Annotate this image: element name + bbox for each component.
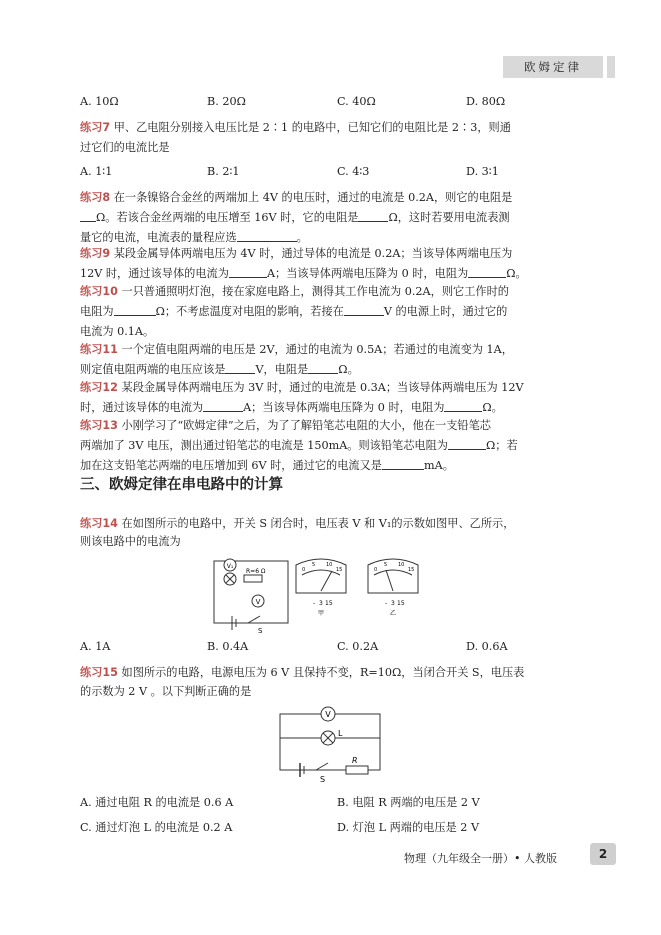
section-title: 三、欧姆定律在串电路中的计算 (80, 477, 283, 493)
option-a: A. 1∶1 (80, 165, 113, 178)
text-segment: Ω。若该合金丝两端的电压增至 16V 时，它的电阻是 (96, 211, 359, 224)
question-text: 某段金属导体两端电压为 4V 时，通过导体的电流是 0.2A；当该导体两端电压为 (113, 247, 513, 260)
switch (248, 616, 260, 623)
scale-label: 10 (326, 562, 333, 568)
question-text (80, 436, 600, 456)
text-segment: 。 (296, 231, 308, 244)
switch-label: S (258, 627, 263, 635)
scale-label: 15 (408, 567, 415, 573)
text-segment: 量它的电流，电流表的量程应选 (80, 231, 237, 244)
option-a: A. 1A (80, 640, 111, 653)
text-segment: V 的电源上时，通过它的 (383, 305, 508, 318)
question-12 (80, 378, 600, 398)
page-number: 2 (590, 843, 616, 865)
scale-label: 5 (384, 562, 388, 568)
question-text (80, 208, 600, 228)
question-text (80, 398, 600, 418)
question-10 (80, 282, 600, 302)
answer-blank[interactable] (308, 361, 338, 374)
question-label: 练习10 (80, 285, 118, 298)
option-d: D. 3∶1 (466, 165, 499, 178)
question-text: 在如图所示的电路中，开关 S 闭合时，电压表 V 和 V₁的示数如图甲、乙所示， (121, 517, 515, 530)
option-d: D. 80Ω (466, 95, 506, 108)
option-c: C. 通过灯泡 L 的电流是 0.2 A (80, 821, 233, 834)
text-segment: 时，通过该导体的电流为 (80, 401, 204, 414)
answer-blank[interactable] (114, 303, 156, 316)
option-a: A. 通过电阻 R 的电流是 0.6 A (80, 796, 234, 809)
question-text: 小刚学习了“欧姆定律”之后，为了了解铅笔芯电阻的大小，他在一支铅笔芯 (121, 419, 491, 432)
option-c: C. 4∶3 (337, 165, 370, 178)
text-segment: Ω。 (506, 267, 527, 280)
option-b: B. 0.4A (207, 640, 249, 653)
option-b: B. 2∶1 (207, 165, 240, 178)
scale-label: 0 (302, 567, 306, 573)
circuit-figure-14 (208, 553, 448, 635)
text-segment: 加在这支铅笔芯两端的电压增加到 6V 时，通过它的电流又是 (80, 459, 382, 472)
resistor-label: R (352, 756, 358, 765)
scale-label: 15 (336, 567, 343, 573)
meter-jia (296, 559, 346, 617)
text-segment: mA。 (424, 459, 454, 472)
question-text: 在一条镍铬合金丝的两端加上 4V 的电压时，通过的电流是 0.2A，则它的电阻是 (113, 191, 513, 204)
header-bar (607, 56, 615, 78)
question-text (80, 302, 600, 322)
terminal-label: - (385, 600, 388, 607)
lamp-label: L (338, 729, 343, 738)
text-segment: V，电阻是 (255, 363, 309, 376)
answer-blank[interactable] (382, 457, 424, 470)
footer-text: 物理（九年级全一册）• 人教版 (404, 852, 557, 865)
option-d: D. 灯泡 L 两端的电压是 2 V (337, 821, 480, 834)
question-label: 练习8 (80, 191, 111, 204)
answer-blank[interactable] (237, 229, 297, 242)
answer-blank[interactable] (203, 399, 243, 412)
question-label: 练习7 (80, 121, 111, 134)
answer-blank[interactable] (448, 437, 486, 450)
resistor (346, 766, 368, 774)
question-13 (80, 416, 600, 436)
answer-blank[interactable] (444, 399, 482, 412)
scale-label: 10 (398, 562, 405, 568)
option-d: D. 0.6A (466, 640, 508, 653)
resistor-label: R=6 Ω (246, 568, 266, 575)
terminal-label: 3 (391, 600, 395, 607)
question-label: 练习15 (80, 666, 118, 679)
question-text: 过它们的电流比是 (80, 141, 170, 154)
question-7 (80, 118, 600, 138)
v-label: V (325, 710, 331, 719)
switch-label: S (320, 775, 326, 784)
question-text: 一个定值电阻两端的电压是 2V，通过的电流为 0.5A；若通过的电流变为 1A， (121, 343, 513, 356)
option-a: A. 10Ω (80, 95, 119, 108)
question-text: 一只普通照明灯泡，接在家庭电路上，测得其工作电流为 0.2A，则它工作时的 (121, 285, 509, 298)
answer-blank[interactable] (468, 265, 506, 278)
text-segment: Ω。 (482, 401, 503, 414)
text-segment: 两端加了 3V 电压，测出通过铅笔芯的电流是 150mA。则该铅笔芯电阻为 (80, 439, 448, 452)
text-segment: A；当该导体两端电压降为 0 时，电阻为 (266, 267, 469, 280)
text-segment: 12V 时，通过该导体的电流为 (80, 267, 229, 280)
answer-blank[interactable] (358, 209, 388, 222)
text-segment: 电阻为 (80, 305, 114, 318)
terminal-label: 15 (397, 600, 405, 607)
answer-blank[interactable] (344, 303, 384, 316)
option-c: C. 40Ω (337, 95, 376, 108)
question-text: 则该电路中的电流为 (80, 535, 181, 548)
question-text: 的示数为 2 V 。以下判断正确的是 (80, 685, 252, 698)
question-9 (80, 244, 600, 264)
scale-label: 0 (374, 567, 378, 573)
question-8 (80, 188, 600, 208)
question-label: 练习9 (80, 247, 111, 260)
text-segment: A；当该导体两端电压降为 0 时，电阻为 (243, 401, 445, 414)
answer-blank[interactable] (225, 361, 255, 374)
option-b: B. 电阻 R 两端的电压是 2 V (337, 796, 480, 809)
question-11 (80, 340, 600, 360)
question-text: 某段金属导体两端电压为 3V 时，通过的电流是 0.3A；当该导体两端电压为 12V (121, 381, 524, 394)
question-label: 练习13 (80, 419, 118, 432)
question-text: 甲、乙电阻分别接入电压比是 2∶1 的电路中，已知它们的电阻比是 2∶3，则通 (113, 121, 511, 134)
circuit-figure-15 (276, 706, 386, 784)
option-b: B. 20Ω (207, 95, 246, 108)
terminal-label: 3 (319, 600, 323, 607)
answer-blank[interactable] (229, 265, 267, 278)
text-segment: 则定值电阻两端的电压应该是 (80, 363, 226, 376)
meter-caption: 甲 (317, 610, 325, 617)
question-label: 练习14 (80, 517, 118, 530)
meter-yi (368, 559, 418, 617)
chapter-tag: 欧姆定律 (503, 56, 603, 78)
meter-caption: 乙 (389, 610, 397, 617)
question-text: 如图所示的电路，电源电压为 6 V 且保持不变，R=10Ω，当闭合开关 S，电压表 (121, 666, 525, 679)
switch (316, 763, 328, 770)
question-14 (80, 514, 600, 534)
v1-label: V₁ (226, 563, 234, 570)
v-label: V (255, 598, 261, 606)
resistor (244, 575, 262, 582)
text-segment: Ω；不考虑温度对电阻的影响，若接在 (155, 305, 344, 318)
question-text (80, 264, 600, 284)
question-label: 练习11 (80, 343, 118, 356)
text-segment: Ω；若 (485, 439, 518, 452)
scale-label: 5 (312, 562, 316, 568)
option-c: C. 0.2A (337, 640, 379, 653)
question-text: 电流为 0.1A。 (80, 325, 155, 338)
terminal-label: 15 (325, 600, 333, 607)
text-segment: Ω。 (338, 363, 359, 376)
text-segment: Ω，这时若要用电流表测 (388, 211, 510, 224)
question-15 (80, 663, 600, 683)
question-text (80, 360, 600, 380)
terminal-label: - (313, 600, 316, 607)
answer-blank[interactable] (80, 209, 96, 222)
question-label: 练习12 (80, 381, 118, 394)
